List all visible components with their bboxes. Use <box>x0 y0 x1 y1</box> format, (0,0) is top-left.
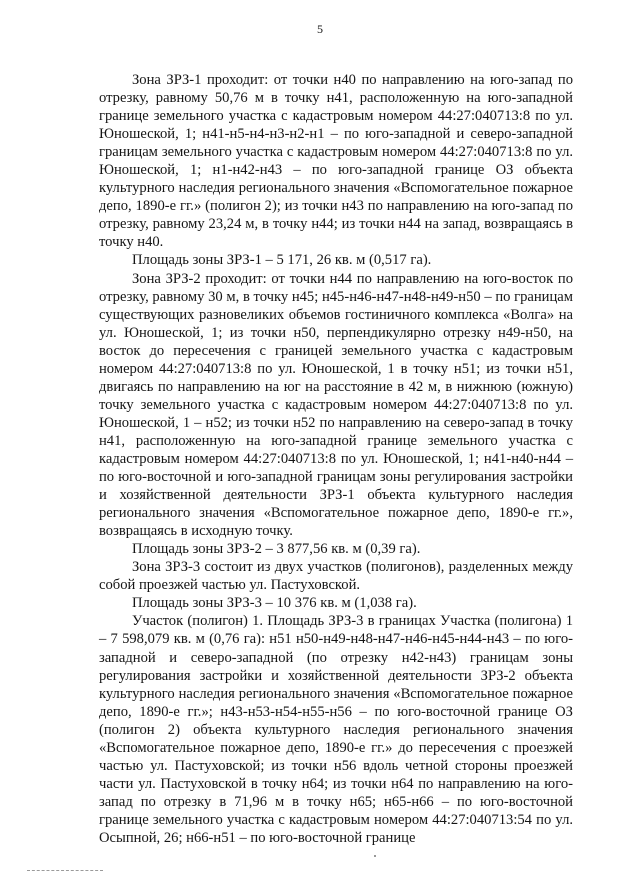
paragraph-zrz3-composition: Зона ЗРЗ-3 состоит из двух участков (полигонов), разделенных между собой проезжей частью ул. Пастуховской. <box>99 559 573 594</box>
paragraph-zrz3-polygon1: Участок (полигон) 1. Площадь ЗРЗ-3 в границах Участка (полигона) 1 – 7 598,079 кв. м (0,76 га): н51 н50-н49-н48-н47-н46-н45-н44-н43 – по юго-западной и северо-западной (по отрезку н42-н43) границам зоны регулирования застройки и хозяйственной деятельности ЗРЗ-2 объекта культурного наследия регионального значения «Вспомогательное пожарное депо, 1890-е гг.»; н43-н53-н54-н55-н56 – по юго-восточной границе ОЗ (полигон 2) объекта культурного наследия регионального значения «Вспомогательное пожарное депо, 1890-е гг.» до пересечения с проезжей частью ул. Пастуховской; из точки н56 вдоль четной стороны проезжей части ул. Пастуховской в точку н64; из точки н64 по направлению на юго-запад по отрезку в 71,96 м в точку н65; н65-н66 – по юго-восточной границе земельного участка с кадастровым номером 44:27:040713:54 по ул. Осыпной, 26; н66-н51 – по юго-восточной границе <box>99 613 573 846</box>
document-body <box>99 71 573 847</box>
scan-edge-line <box>27 870 103 871</box>
paragraph-zrz3-area: Площадь зоны ЗРЗ-3 – 10 376 кв. м (1,038 га). <box>132 595 417 612</box>
page-number: 5 <box>317 22 323 36</box>
scan-speck <box>374 855 376 857</box>
paragraph-zrz2-area: Площадь зоны ЗРЗ-2 – 3 877,56 кв. м (0,39 га). <box>132 541 421 558</box>
paragraph-zrz2-description: Зона ЗРЗ-2 проходит: от точки н44 по направлению на юго-восток по отрезку, равному 30 м, в точку н45; н45-н46-н47-н48-н49-н50 – по границам существующих разновеликих объемов гостиничного комплекса «Волга» на ул. Юношеской, 1; из точки н50, перпендикулярно отрезку н49-н50, на восток до пересечения с границей земельного участка с кадастровым номером 44:27:040713:8 по ул. Юношеской, 1 в точку н51; из точки н51, двигаясь по направлению на юг на расстояние в 42 м, в нижнюю (южную) точку земельного участка с кадастровым номером 44:27:040713:8 по ул. Юношеской, 1 – н52; из точки н52 по направлению на северо-запад в точку н41, расположенную на юго-западной границе земельного участка с кадастровым номером 44:27:040713:8 по ул. Юношеской, 1; н41-н40-н44 – по юго-восточной и юго-западной границам зоны регулирования застройки и хозяйственной деятельности ЗРЗ-1 объекта культурного наследия регионального значения «Вспомогательное пожарное депо, 1890-е гг.», возвращаясь в исходную точку. <box>99 270 573 540</box>
paragraph-zrz1-description: Зона ЗРЗ-1 проходит: от точки н40 по направлению на юго-запад по отрезку, равному 50,76 м в точку н41, расположенную на юго-западной границе земельного участка с кадастровым номером 44:27:040713:8 по ул. Юношеской, 1; н41-н5-н4-н3-н2-н1 – по юго-западной и северо-западной границам земельного участка с кадастровым номером 44:27:040713:8 по ул. Юношеской, 1; н1-н42-н43 – по юго-западной границе ОЗ объекта культурного наследия регионального значения «Вспомогательное пожарное депо, 1890-е гг.» (полигон 2); из точки н43 по направлению на юго-запад по отрезку, равному 23,24 м, в точку н44; из точки н44 на запад, возвращаясь в точку н40. <box>99 72 573 251</box>
paragraph-zrz1-area: Площадь зоны ЗРЗ-1 – 5 171, 26 кв. м (0,517 га). <box>132 252 432 269</box>
